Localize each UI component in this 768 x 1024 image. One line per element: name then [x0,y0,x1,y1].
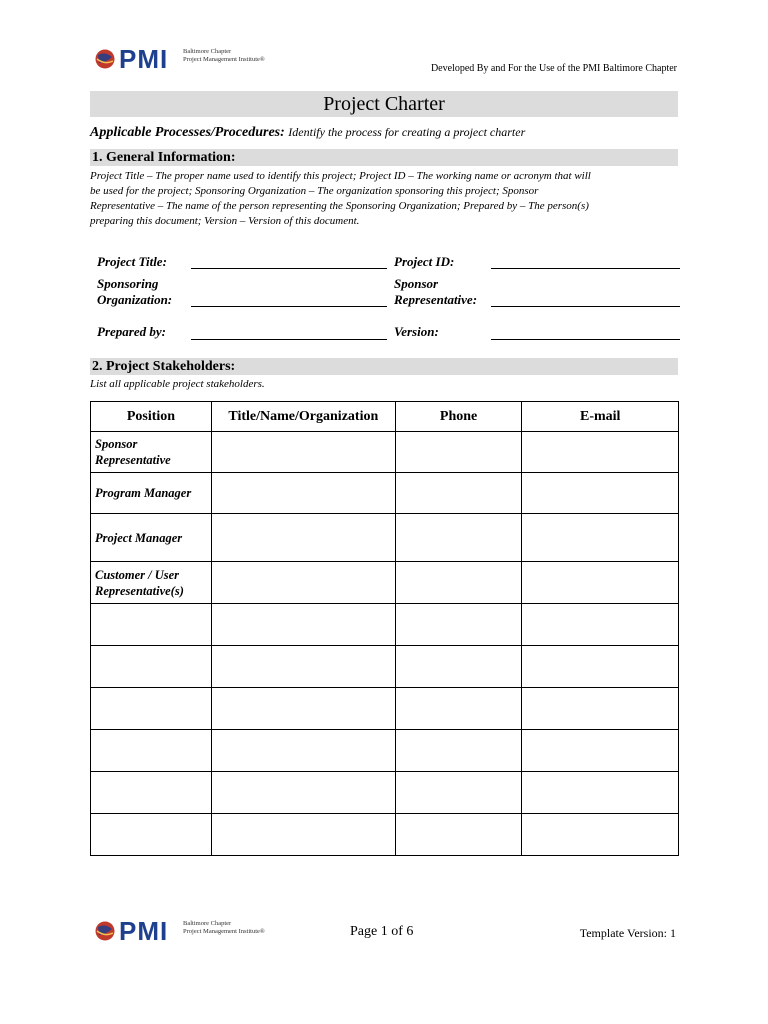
stakeholders-note: List all applicable project stakeholders. [90,378,265,390]
phone-cell[interactable] [395,730,522,772]
footer-pmi-logo [95,918,270,946]
project-title-label: Project Title: [97,254,167,269]
logo-subtitle: Baltimore Chapter Project Management Institute® [183,920,265,935]
phone-cell[interactable] [395,473,522,514]
section-heading-general-info: 1. General Information: [90,149,678,166]
applicable-label: Applicable Processes/Procedures: [90,125,285,140]
column-header-position: Position [91,402,212,432]
project-title-field[interactable] [191,268,387,269]
title-name-org-cell[interactable] [211,432,395,473]
table-row [91,730,679,772]
pmi-wordmark: PMI [119,916,169,946]
email-cell[interactable] [522,432,679,473]
position-cell[interactable] [91,604,212,646]
globe-icon [95,49,115,69]
prepared-by-label: Prepared by: [97,324,166,339]
table-row [91,604,679,646]
position-cell[interactable] [91,814,212,856]
phone-cell[interactable] [395,432,522,473]
email-cell[interactable] [522,730,679,772]
table-row [91,772,679,814]
phone-cell[interactable] [395,688,522,730]
title-name-org-cell[interactable] [211,646,395,688]
email-cell[interactable] [522,604,679,646]
position-cell[interactable] [91,688,212,730]
sponsoring-organization-field[interactable] [191,306,387,307]
table-row [91,562,679,604]
table-row [91,688,679,730]
phone-cell[interactable] [395,646,522,688]
column-header-email: E-mail [522,402,679,432]
title-name-org-cell[interactable] [211,730,395,772]
title-name-org-cell[interactable] [211,688,395,730]
email-cell[interactable] [522,562,679,604]
applicable-processes [90,125,525,141]
sponsoring-organization-label: Sponsoring Organization: [97,276,173,307]
general-info-description: Project Title – The proper name used to identify this project; Project ID – The working name or acronym that will be used for the project; Sponsoring Organization – The organization sponsoring this project; Sponsor Representative – The name of the person representing the Sponsoring Organization; Prepared by – The person(s) preparing this document; Version – Version of this document. [90,170,591,227]
title-name-org-cell[interactable] [211,772,395,814]
column-header-title-name-org: Title/Name/Organization [211,402,395,432]
email-cell[interactable] [522,646,679,688]
project-id-label: Project ID: [394,254,455,269]
template-version: Template Version: 1 [579,926,676,940]
email-cell[interactable] [522,514,679,562]
position-cell: Sponsor Representative [91,432,212,473]
phone-cell[interactable] [395,772,522,814]
version-label: Version: [394,324,439,339]
title-name-org-cell[interactable] [211,814,395,856]
pmi-wordmark: PMI [119,44,169,74]
position-cell: Customer / User Representative(s) [91,562,212,604]
version-field[interactable] [491,339,680,340]
email-cell[interactable] [522,772,679,814]
table-row [91,473,679,514]
table-header-row [91,402,679,432]
section-heading-stakeholders: 2. Project Stakeholders: [90,358,678,375]
email-cell[interactable] [522,688,679,730]
sponsor-representative-field[interactable] [491,306,680,307]
phone-cell[interactable] [395,604,522,646]
position-cell[interactable] [91,730,212,772]
table-row [91,514,679,562]
stakeholders-table [90,401,679,856]
position-cell[interactable] [91,646,212,688]
phone-cell[interactable] [395,514,522,562]
title-name-org-cell[interactable] [211,562,395,604]
globe-icon [95,921,115,941]
title-name-org-cell[interactable] [211,473,395,514]
page-number: Page 1 of 6 [350,924,414,939]
email-cell[interactable] [522,473,679,514]
pmi-logo [95,46,270,74]
prepared-by-field[interactable] [191,339,387,340]
applicable-text: Identify the process for creating a project charter [288,125,526,139]
project-id-field[interactable] [491,268,680,269]
table-row [91,432,679,473]
sponsor-representative-label: Sponsor Representative: [394,276,478,307]
page-title: Project Charter [90,91,678,117]
table-row [91,814,679,856]
phone-cell[interactable] [395,814,522,856]
logo-subtitle: Baltimore Chapter Project Management Institute® [183,48,265,63]
phone-cell[interactable] [395,562,522,604]
table-row [91,646,679,688]
position-cell: Program Manager [91,473,212,514]
developed-by-text: Developed By and For the Use of the PMI Baltimore Chapter [430,63,677,74]
position-cell[interactable] [91,772,212,814]
email-cell[interactable] [522,814,679,856]
column-header-phone: Phone [395,402,522,432]
title-name-org-cell[interactable] [211,604,395,646]
position-cell: Project Manager [91,514,212,562]
title-name-org-cell[interactable] [211,514,395,562]
